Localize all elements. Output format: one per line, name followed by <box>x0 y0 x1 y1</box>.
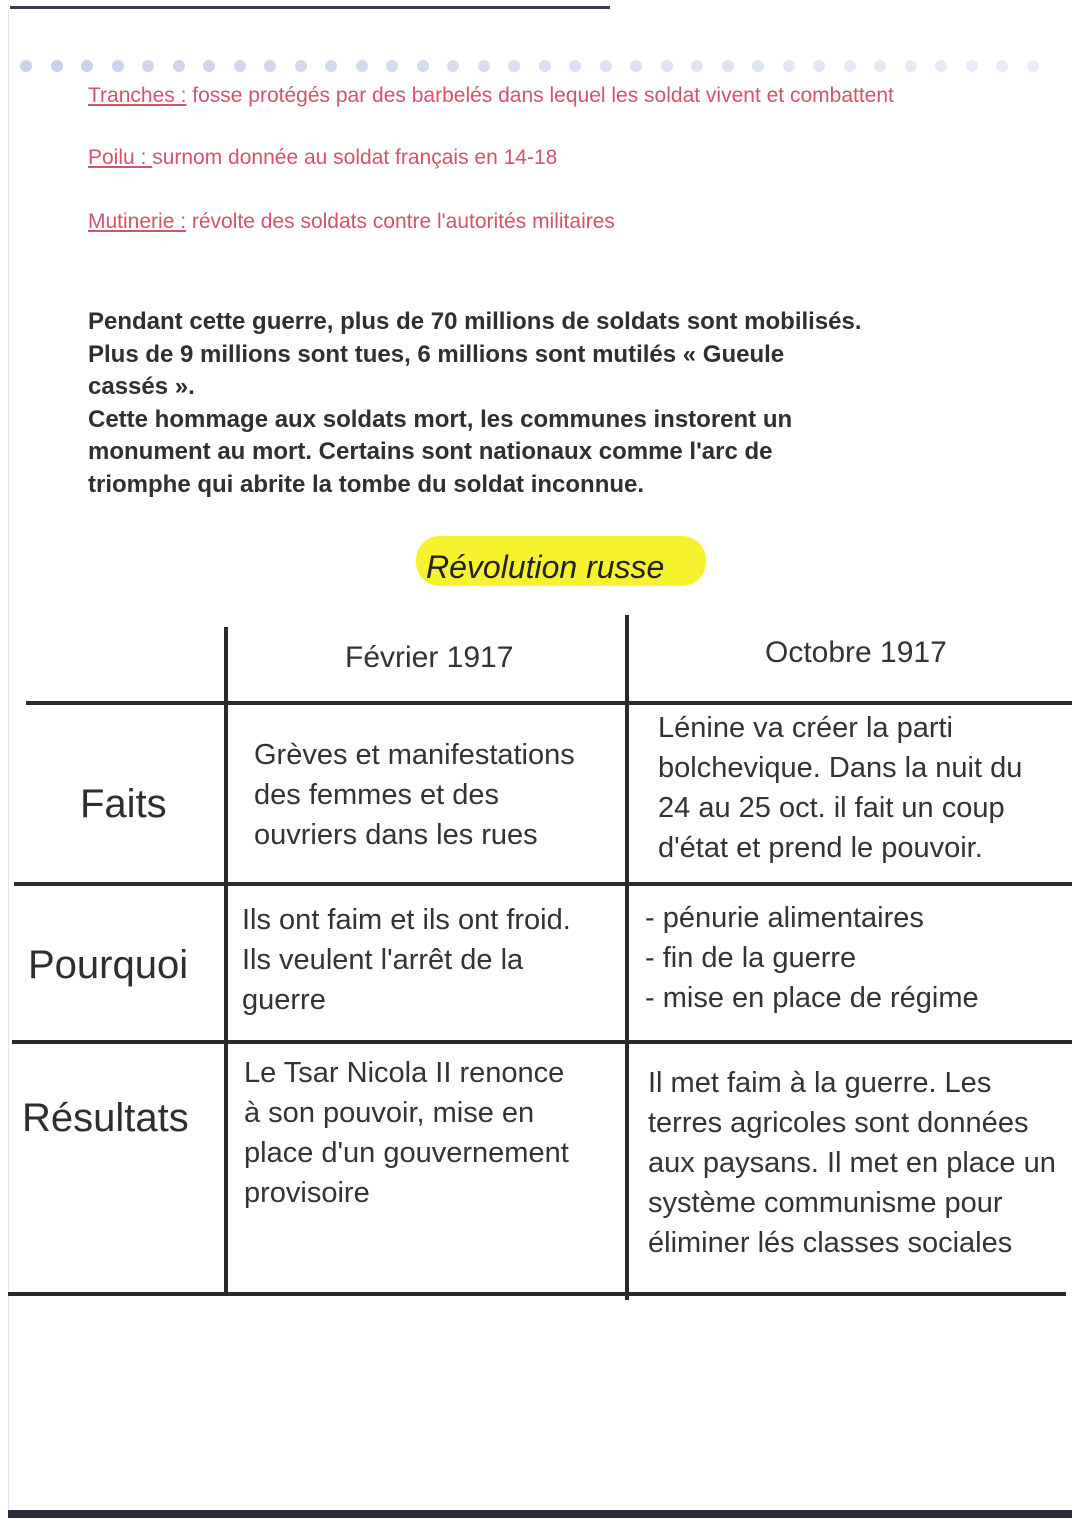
cell-line: guerre <box>242 984 326 1016</box>
ring-hole <box>386 60 398 72</box>
cell-line: éliminer lés classes sociales <box>648 1227 1013 1259</box>
ring-hole <box>173 60 185 72</box>
paragraph-line: Cette hommage aux soldats mort, les communes instorent un <box>88 405 793 433</box>
ring-hole <box>661 60 673 72</box>
ring-hole <box>81 60 93 72</box>
ring-hole <box>630 60 642 72</box>
cell-line: aux paysans. Il met en place un <box>648 1147 1056 1179</box>
ring-hole <box>508 60 520 72</box>
row-label-pourquoi: Pourquoi <box>28 943 189 987</box>
definition-text: surnom donnée au soldat français en 14-18 <box>152 146 558 169</box>
cell-line: - fin de la guerre <box>645 942 857 974</box>
cell-line: bolchevique. Dans la nuit du <box>658 752 1023 784</box>
ring-hole <box>234 60 246 72</box>
definition-text: fosse protégés par des barbelés dans lequel les soldat vivent et combattent <box>186 84 894 107</box>
paragraph-line: triomphe qui abrite la tombe du soldat inconnue. <box>88 470 645 498</box>
cell-line: Lénine va créer la parti <box>658 712 953 744</box>
top-border <box>10 6 610 9</box>
paragraph-line: monument au mort. Certains sont nationaux comme l'arc de <box>88 438 773 465</box>
ring-hole <box>966 60 978 72</box>
cell-line: 24 au 25 oct. il fait un coup <box>658 792 1005 824</box>
cell-line: Ils veulent l'arrêt de la <box>242 944 524 976</box>
table-vline-2 <box>625 615 629 1300</box>
paragraph-line: Pendant cette guerre, plus de 70 millions de soldats sont mobilisés. <box>88 308 862 335</box>
definition-term: Mutinerie : <box>88 210 187 233</box>
ring-hole <box>813 60 825 72</box>
table-hline-row1 <box>14 882 1072 886</box>
ring-hole <box>996 60 1008 72</box>
ring-hole <box>844 60 856 72</box>
cell-line: - mise en place de régime <box>645 982 979 1014</box>
ring-hole <box>264 60 276 72</box>
cell-line: terres agricoles sont données <box>648 1107 1029 1139</box>
ring-hole <box>203 60 215 72</box>
ring-hole <box>874 60 886 72</box>
cell-resultats-february <box>244 1053 614 1213</box>
cell-faits-october <box>658 708 1068 868</box>
cell-line: place d'un gouvernement <box>244 1137 569 1169</box>
ring-hole <box>356 60 368 72</box>
ring-hole <box>51 60 63 72</box>
cell-line: des femmes et des <box>254 779 499 811</box>
cell-line: à son pouvoir, mise en <box>244 1097 535 1129</box>
cell-resultats-october <box>648 1063 1070 1263</box>
ring-hole <box>112 60 124 72</box>
ring-hole <box>905 60 917 72</box>
ring-hole <box>935 60 947 72</box>
ring-hole <box>722 60 734 72</box>
cell-line: système communisme pour <box>648 1187 1003 1219</box>
page-edge <box>8 10 9 1510</box>
ring-hole <box>600 60 612 72</box>
table-hline-header <box>26 701 1072 705</box>
definition-tranches <box>88 84 894 108</box>
ring-hole <box>569 60 581 72</box>
ring-hole <box>752 60 764 72</box>
definition-text: révolte des soldats contre l'autorités militaires <box>186 210 615 233</box>
ring-hole <box>142 60 154 72</box>
paragraph-line: cassés ». <box>88 373 195 400</box>
ring-hole <box>295 60 307 72</box>
cell-line: ouvriers dans les rues <box>254 819 538 851</box>
section-title: Révolution russe <box>426 549 665 585</box>
ring-hole <box>1027 60 1039 72</box>
ring-hole <box>478 60 490 72</box>
cell-pourquoi-october <box>645 898 1065 1018</box>
cell-line: Ils ont faim et ils ont froid. <box>242 904 571 936</box>
cell-line: Grèves et manifestations <box>254 739 575 771</box>
definition-term: Poilu : <box>88 146 153 169</box>
ring-hole <box>447 60 459 72</box>
definition-term: Tranches : <box>88 84 187 107</box>
ring-hole <box>325 60 337 72</box>
ring-hole <box>539 60 551 72</box>
summary-paragraph <box>88 306 948 501</box>
column-header-october: Octobre 1917 <box>765 636 947 669</box>
cell-line: provisoire <box>244 1177 370 1209</box>
table-hline-bottom <box>8 1292 1066 1296</box>
column-header-february: Février 1917 <box>345 641 514 674</box>
table-hline-row2 <box>12 1040 1072 1044</box>
paragraph-line: Plus de 9 millions sont tues, 6 millions sont mutilés « Gueule <box>88 340 785 368</box>
ring-hole <box>417 60 429 72</box>
definition-poilu <box>88 146 557 170</box>
notebook-ring-holes <box>20 56 1070 80</box>
row-label-resultats: Résultats <box>22 1096 189 1140</box>
row-label-faits: Faits <box>80 782 167 826</box>
ring-hole <box>691 60 703 72</box>
bottom-border <box>8 1510 1072 1518</box>
ring-hole <box>783 60 795 72</box>
cell-line: - pénurie alimentaires <box>645 902 924 934</box>
cell-pourquoi-february <box>242 900 612 1020</box>
cell-line: Le Tsar Nicola II renonce <box>244 1057 565 1089</box>
definition-mutinerie <box>88 210 615 234</box>
cell-line: Il met faim à la guerre. Les <box>648 1067 992 1099</box>
cell-line: d'état et prend le pouvoir. <box>658 832 983 864</box>
table-vline-1 <box>224 627 228 1292</box>
cell-faits-february <box>254 735 614 855</box>
ring-hole <box>20 60 32 72</box>
